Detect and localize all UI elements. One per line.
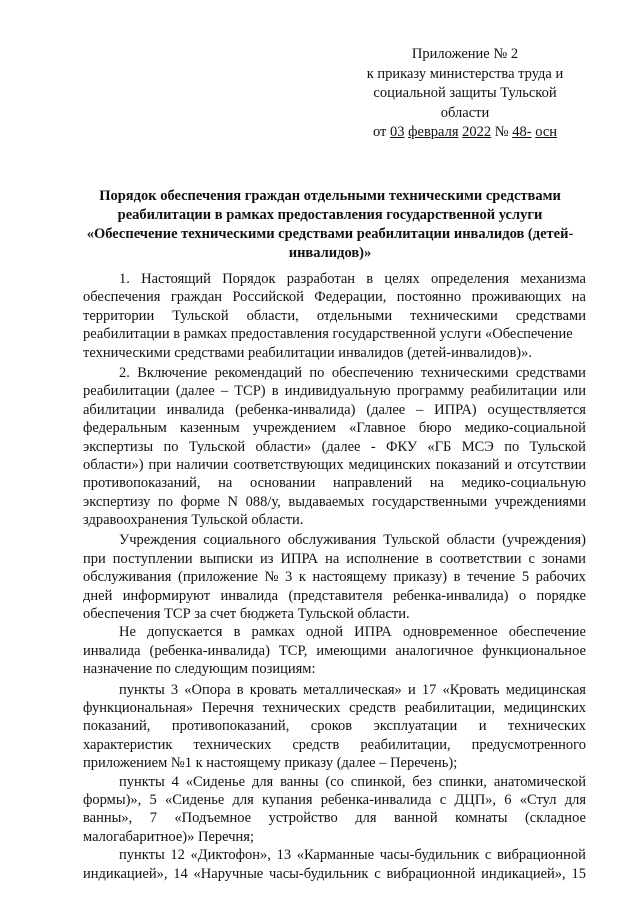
- body-word: учреждением: [252, 420, 336, 437]
- body-word: дней: [83, 587, 113, 604]
- body-word: (складное: [524, 810, 586, 827]
- body-word: технических: [193, 736, 272, 753]
- body-word: обслуживания: [287, 532, 377, 549]
- body-word: федеральным: [83, 420, 167, 437]
- body-word: реабилитации,: [404, 699, 495, 716]
- body-word: 7: [149, 810, 157, 827]
- body-word: области»: [255, 438, 312, 455]
- body-word: механизма: [520, 271, 586, 287]
- body-text-line: [83, 550, 586, 568]
- document-body: [83, 270, 586, 883]
- body-word: предусмотренного: [471, 736, 586, 753]
- body-word: 13: [276, 847, 292, 864]
- body-text-line: [83, 493, 586, 511]
- body-word: противопоказаний,: [171, 718, 290, 735]
- body-word: без: [412, 773, 432, 790]
- body-word: при: [83, 550, 106, 567]
- body-text-line: [83, 623, 586, 641]
- body-word: –: [220, 383, 229, 400]
- date-prefix: от: [372, 124, 387, 140]
- body-text-line: [83, 717, 586, 735]
- body-word: граждан: [170, 289, 223, 306]
- body-text-line: [83, 270, 586, 288]
- body-word: купания: [262, 791, 313, 808]
- body-text-line: [83, 865, 586, 883]
- body-word: медицинская: [505, 681, 586, 698]
- body-text-line: [83, 401, 586, 419]
- body-word: для: [564, 791, 586, 808]
- body-word: из: [260, 550, 274, 567]
- body-word: 14: [173, 865, 188, 882]
- body-word: 1.: [119, 271, 130, 287]
- body-word: течение: [467, 569, 516, 586]
- appendix-date-line: [360, 123, 570, 143]
- body-word: о: [518, 587, 527, 604]
- body-word: технических: [262, 699, 341, 716]
- body-word: с: [439, 791, 447, 808]
- body-word: в: [271, 383, 279, 400]
- document-title: [80, 187, 580, 263]
- body-word: разработан: [286, 271, 356, 287]
- body-word: 5: [149, 791, 157, 808]
- body-text-line: [83, 568, 586, 586]
- body-word: при: [148, 456, 172, 473]
- body-word: Тульской: [172, 307, 229, 324]
- body-text-line: [83, 754, 586, 772]
- body-word: технических: [508, 718, 586, 735]
- appendix-ministry: социальной защиты Тульской: [373, 85, 557, 101]
- body-word: медицинских: [348, 456, 431, 473]
- body-word: Тульской: [188, 438, 246, 455]
- body-word: техническими: [410, 307, 498, 324]
- body-word: в: [425, 550, 433, 567]
- body-word: ребенка-инвалида: [320, 791, 432, 808]
- body-word: медико-социальной: [464, 420, 586, 437]
- body-word: к: [298, 569, 306, 586]
- body-word: и: [407, 681, 416, 698]
- body-word: (далее: [366, 401, 406, 418]
- body-word: выдаваемых: [288, 493, 365, 510]
- body-word: осуществляется: [487, 401, 586, 418]
- body-text-line: [83, 791, 586, 809]
- body-word: Порядок: [222, 271, 276, 287]
- body-word: 17: [421, 681, 437, 698]
- body-text-line: [83, 660, 586, 678]
- body-text-line: [83, 587, 586, 605]
- body-word: в: [366, 271, 374, 287]
- body-word: малогабаритное)» Перечня;: [83, 828, 254, 845]
- body-word: допускается: [147, 624, 223, 641]
- body-word: «Наручные: [193, 865, 264, 882]
- body-word: медицинских: [503, 699, 586, 716]
- body-word: реабилитации,: [360, 736, 451, 753]
- body-word: 6: [504, 791, 512, 808]
- body-word: наличии: [176, 456, 229, 473]
- body-word: Российской: [232, 289, 304, 306]
- body-word: спинки,: [438, 773, 487, 790]
- body-word: характеристик: [83, 736, 173, 753]
- body-word: отдельными: [316, 307, 393, 324]
- body-word: обеспечению: [331, 364, 414, 381]
- body-word: пункты: [119, 847, 165, 864]
- body-word: техническими средствами реабилитации инвалидов (детей-инвалидов)».: [83, 344, 533, 361]
- body-word: «ГБ: [427, 438, 452, 455]
- body-word: N: [227, 493, 238, 510]
- body-word: основании: [249, 475, 316, 492]
- body-text-line: [83, 605, 586, 623]
- body-word: области»): [83, 456, 144, 473]
- body-word: средствами: [515, 364, 586, 381]
- body-word: Включение: [137, 364, 208, 381]
- body-text-line: [83, 809, 586, 827]
- body-text-line: [83, 364, 586, 382]
- body-word: индикацией»,: [481, 865, 566, 882]
- body-word: программу: [396, 383, 465, 400]
- body-word: 5: [521, 569, 530, 586]
- body-word: 3: [170, 681, 179, 698]
- body-word: индивидуальную: [284, 383, 391, 400]
- body-word: на: [571, 289, 586, 306]
- body-text-line: [83, 828, 586, 846]
- body-word: реабилитации: [83, 383, 170, 400]
- body-word: аналогичное: [395, 642, 474, 659]
- body-word: 15: [571, 865, 586, 882]
- body-word: в: [453, 569, 461, 586]
- body-word: бюро: [418, 420, 452, 437]
- body-word: 4: [171, 773, 179, 790]
- body-word: сроков: [310, 718, 353, 735]
- body-word: обеспечения ТСР за счет бюджета Тульской области.: [83, 606, 410, 623]
- date-month: февраля: [408, 124, 459, 140]
- body-word: кровать: [249, 681, 298, 698]
- body-word: 088/у,: [245, 493, 281, 510]
- body-word: ИПРА: [354, 624, 392, 641]
- body-word: показаний,: [83, 718, 151, 735]
- body-word: экспертизы: [83, 438, 154, 455]
- appendix-number: Приложение № 2: [411, 46, 519, 62]
- body-word: по: [504, 438, 520, 455]
- body-word: соответствии: [439, 550, 522, 567]
- body-word: техническими: [420, 364, 509, 381]
- body-word: определения: [431, 271, 510, 287]
- appendix-header: [360, 45, 570, 143]
- body-word: формы)»,: [83, 791, 142, 808]
- body-word: обеспечение: [508, 624, 586, 641]
- body-text-line: [83, 288, 586, 306]
- title-line: Порядок обеспечения граждан отдельными техническими средствами: [99, 188, 561, 204]
- body-word: (ребенка-инвалида): [149, 642, 270, 659]
- body-word: «Сиденье: [185, 773, 246, 790]
- body-word: рекомендаций: [214, 364, 303, 381]
- body-word: реабилитации: [470, 383, 558, 400]
- body-word: поступлении: [112, 550, 193, 567]
- body-word: проживающих: [471, 289, 562, 306]
- body-text-line: [83, 382, 586, 400]
- body-word: –: [416, 401, 424, 418]
- number-prefix: №: [494, 124, 509, 140]
- body-word: исполнение: [346, 550, 419, 567]
- body-word: отсутствии: [517, 456, 586, 473]
- body-word: назначение по следующим позициям:: [83, 661, 316, 678]
- body-word: одновременное: [402, 624, 498, 641]
- body-word: Не: [119, 624, 136, 641]
- body-word: вибрационной: [496, 847, 586, 864]
- body-word: металлическая»: [303, 681, 402, 698]
- body-word: на: [218, 475, 233, 492]
- body-word: функциональная»: [83, 699, 194, 716]
- appendix-order-ref: к приказу министерства труда и: [366, 65, 564, 82]
- body-word: для: [251, 773, 274, 790]
- body-word: выписки: [199, 550, 254, 567]
- body-word: инвалида: [166, 401, 225, 418]
- body-word: в: [236, 681, 244, 698]
- body-text-line: [83, 736, 586, 754]
- body-word: приложением №1 к настоящему приказу (далее – Перечень);: [83, 755, 458, 772]
- body-word: ИПРА: [280, 550, 319, 567]
- order-number: 48-: [512, 124, 532, 140]
- body-word: настоящему: [312, 569, 387, 586]
- body-word: функциональное: [482, 642, 586, 659]
- appendix-region: области: [440, 104, 490, 121]
- body-word: «Карманные: [296, 847, 375, 864]
- body-word: постоянно: [396, 289, 462, 306]
- body-word: «Главное: [349, 420, 406, 437]
- body-word: эксплуатации: [373, 718, 458, 735]
- body-word: анатомической: [493, 773, 586, 790]
- body-text-line: [83, 531, 586, 549]
- body-word: (представителя: [288, 587, 383, 604]
- body-word: медико-социальную: [461, 475, 586, 492]
- body-word: 2.: [119, 364, 130, 381]
- body-word: соответствующих: [233, 456, 344, 473]
- body-word: одной: [306, 624, 344, 641]
- body-word: и: [478, 718, 487, 735]
- body-word: №: [264, 569, 279, 586]
- title-line: «Обеспечение техническими средствами реабилитации инвалидов (детей-: [86, 226, 574, 242]
- body-word: ТСР): [234, 383, 266, 400]
- body-word: на: [429, 475, 444, 492]
- body-word: «Диктофон»,: [190, 847, 271, 864]
- body-word: для: [355, 810, 377, 827]
- body-word: с: [484, 847, 492, 864]
- body-word: комнаты: [455, 810, 508, 827]
- body-word: 3: [285, 569, 293, 586]
- body-text-line: [83, 699, 586, 717]
- body-word: (со: [325, 773, 344, 790]
- title-line: реабилитации в рамках предоставления государственной услуги: [117, 207, 543, 223]
- body-text-line: [83, 307, 586, 325]
- order-number-suffix: осн: [535, 124, 558, 140]
- body-word: реабилитации в рамках предоставления государственной услуги «Обеспечение: [83, 326, 573, 343]
- body-word: часы-будильник: [379, 847, 480, 864]
- body-word: 12: [170, 847, 185, 864]
- body-word: области: [446, 532, 496, 549]
- body-word: инвалида: [220, 587, 279, 604]
- body-word: Перечня: [201, 699, 254, 716]
- body-text-line: [83, 642, 586, 660]
- body-word: по: [163, 438, 179, 455]
- body-word: приказу): [393, 569, 448, 586]
- body-word: или: [563, 383, 586, 400]
- body-word: (далее: [321, 438, 361, 455]
- body-word: спинкой,: [350, 773, 406, 790]
- body-word: здравоохранения Тульской области.: [83, 512, 304, 529]
- body-word: пункты: [119, 681, 165, 698]
- body-word: в: [233, 624, 241, 641]
- body-text-line: [83, 344, 586, 362]
- body-word: обслуживания: [83, 569, 172, 586]
- body-word: имеющими: [316, 642, 387, 659]
- body-word: с: [528, 550, 535, 567]
- body-word: на: [325, 550, 340, 567]
- body-word: вибрационной: [386, 865, 476, 882]
- body-word: направлений: [333, 475, 413, 492]
- body-word: ребенка-инвалида): [392, 587, 509, 604]
- body-word: социального: [203, 532, 281, 549]
- body-word: экспертизу: [83, 493, 151, 510]
- body-word: Настоящий: [141, 271, 211, 287]
- body-word: устройство: [268, 810, 338, 827]
- body-word: Учреждения: [119, 532, 197, 549]
- body-word: средств: [349, 699, 397, 716]
- body-word: «Кровать: [442, 681, 500, 698]
- body-text-line: [83, 511, 586, 529]
- body-word: (учреждения): [502, 532, 586, 549]
- body-text-line: [83, 325, 586, 343]
- body-word: ванны»,: [83, 810, 133, 827]
- body-word: (приложение: [178, 569, 258, 586]
- body-word: «Стул: [519, 791, 557, 808]
- body-word: государственными: [372, 493, 488, 510]
- date-day: 03: [390, 124, 405, 140]
- body-text-line: [83, 773, 586, 791]
- body-word: информируют: [122, 587, 211, 604]
- body-word: средств: [292, 736, 340, 753]
- body-word: инвалида: [83, 642, 141, 659]
- body-word: (ребенка-инвалида): [235, 401, 356, 418]
- body-word: ванны: [280, 773, 319, 790]
- body-word: ИПРА): [434, 401, 477, 418]
- body-word: обеспечения: [83, 289, 161, 306]
- body-word: и: [504, 456, 513, 473]
- body-word: показаний: [435, 456, 500, 473]
- body-word: «Подъемное: [174, 810, 252, 827]
- body-word: казенным: [179, 420, 240, 437]
- body-word: области,: [246, 307, 299, 324]
- body-word: для: [232, 791, 254, 808]
- body-text-line: [83, 419, 586, 437]
- body-word: -: [370, 438, 376, 455]
- body-word: ТСР,: [278, 642, 308, 659]
- body-word: ванной: [394, 810, 438, 827]
- body-word: зонами: [541, 550, 586, 567]
- body-word: пункты: [119, 773, 165, 790]
- body-text-line: [83, 846, 586, 864]
- body-word: абилитации: [83, 401, 156, 418]
- body-word: противопоказаний,: [83, 475, 201, 492]
- body-word: индикацией»,: [83, 865, 168, 882]
- body-text-line: [83, 474, 586, 492]
- body-word: с: [374, 865, 381, 882]
- body-word: ФКУ: [385, 438, 418, 455]
- body-word: порядке: [536, 587, 586, 604]
- body-word: МСЭ: [461, 438, 494, 455]
- title-line: инвалидов)»: [288, 245, 372, 261]
- body-text-line: [83, 681, 586, 699]
- body-word: рабочих: [535, 569, 586, 586]
- body-word: Тульской: [383, 532, 440, 549]
- body-word: территории: [83, 307, 155, 324]
- body-word: Федерации,: [314, 289, 387, 306]
- body-word: рамках: [251, 624, 295, 641]
- body-word: по: [157, 493, 173, 510]
- body-word: «Опора: [184, 681, 231, 698]
- body-word: средствами: [515, 307, 586, 324]
- body-word: часы-будильник: [269, 865, 369, 882]
- body-word: ДЦП»,: [454, 791, 497, 808]
- body-word: по: [309, 364, 325, 381]
- body-word: «Сиденье: [165, 791, 225, 808]
- body-word: Тульской: [529, 438, 586, 455]
- date-year: 2022: [462, 124, 492, 140]
- body-word: форме: [180, 493, 220, 510]
- body-text-line: [83, 438, 586, 456]
- body-word: (далее: [175, 383, 215, 400]
- body-text-line: [83, 456, 586, 474]
- body-word: учреждениями: [494, 493, 586, 510]
- body-word: целях: [384, 271, 420, 287]
